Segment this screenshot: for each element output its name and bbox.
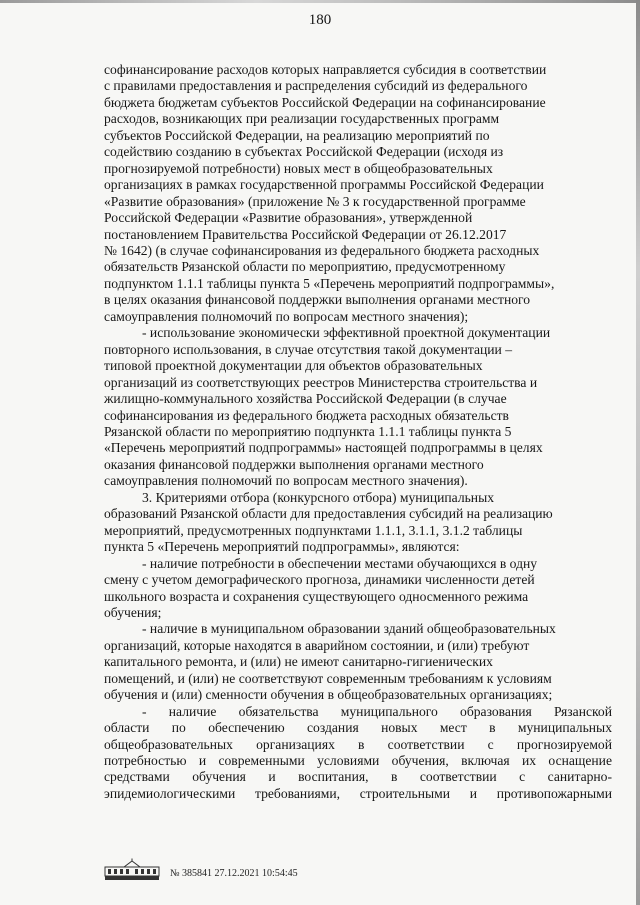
paragraph-design-documentation: - использование экономически эффективной проектной документации повторного использования, в случае отсутствия такой документации – типовой проектной документации для объектов образовательных организаций из соответствующих реестров Министерства строительства и жилищно-коммунального хозяйства Российской Федерации (в случае софинансирования из федерального бюджета расходных обязательств Рязанской области по мероприятию подпункта 1.1.1 таблицы пункта 5 «Перечень мероприятий подпрограммы» настоящей подпрограммы в целях оказания финансовой поддержки выполнения органами местного самоуправления полномочий по вопросам местного значения). xyxy=(104,325,551,489)
scan-edge-top xyxy=(0,0,640,3)
document-stamp: № 385841 27.12.2021 10:54:45 xyxy=(170,868,298,879)
scan-edge-right xyxy=(636,0,640,905)
paragraph-selection-criteria: 3. Критериями отбора (конкурсного отбора) муниципальных образований Рязанской области для предоставления субсидий на реализацию мероприятий, предусмотренных подпунктами 1.1.1, 3.1.1, 3.1.2 таблицы пункта 5 «Перечень мероприятий подпрограммы», являются: xyxy=(104,489,553,555)
document-footer xyxy=(104,858,298,880)
paragraph-criterion-need: - наличие потребности в обеспечении местами обучающихся в одну смену с учетом демографического прогноза, динамики численности детей школьного возраста и сохранения существующего односменного режима обучения; xyxy=(104,555,538,620)
paragraph-criterion-obligation: - наличие обязательства муниципального образования Рязанской области по обеспечению создания новых мест в муниципальных общеобразовательных организациях в соответствии с прогнозируемой потребностью и современными условиями обучения, включая их оснащение средствами обучения и воспитания, в соответствии с санитарно- эпидемиологическими требованиями, строительными и противопожарными xyxy=(104,703,612,801)
document-body xyxy=(104,62,612,802)
page-number: 180 xyxy=(308,12,332,28)
paragraph-criterion-buildings: - наличие в муниципальном образовании зданий общеобразовательных организаций, которые находятся в аварийном состоянии, и (или) требуют капитального ремонта, и (или) не имеют санитарно-гигиенических помещений, и (или) не соответствуют современным требованиям к условиям обучения и (или) сменности обучения в общеобразовательных организациях; xyxy=(104,621,556,703)
paragraph-cofinancing: софинансирование расходов которых направляется субсидия в соответствии с правилами предоставления и распределения субсидий из федерального бюджета бюджетам субъектов Российской Федерации на софинансирование расходов, возникающих при реализации государственных программ субъектов Российской Федерации, на реализацию мероприятий по содействию созданию в субъектах Российской Федерации (исходя из прогнозируемой потребности) новых мест в общеобразовательных организациях в рамках государственной программы Российской Федерации «Развитие образования» (приложение № 3 к государственной программе Российской Федерации «Развитие образования», утвержденной постановлением Правительства Российской Федерации от 26.12.2017 № 1642) (в случае софинансирования из федерального бюджета расходных обязательств Рязанской области по мероприятию, предусмотренному подпунктом 1.1.1 таблицы пункта 5 «Перечень мероприятий подпрограммы», в целях оказания финансовой поддержки выполнения органами местного самоуправления полномочий по вопросам местного значения); xyxy=(104,62,555,324)
government-building-logo xyxy=(104,858,160,880)
